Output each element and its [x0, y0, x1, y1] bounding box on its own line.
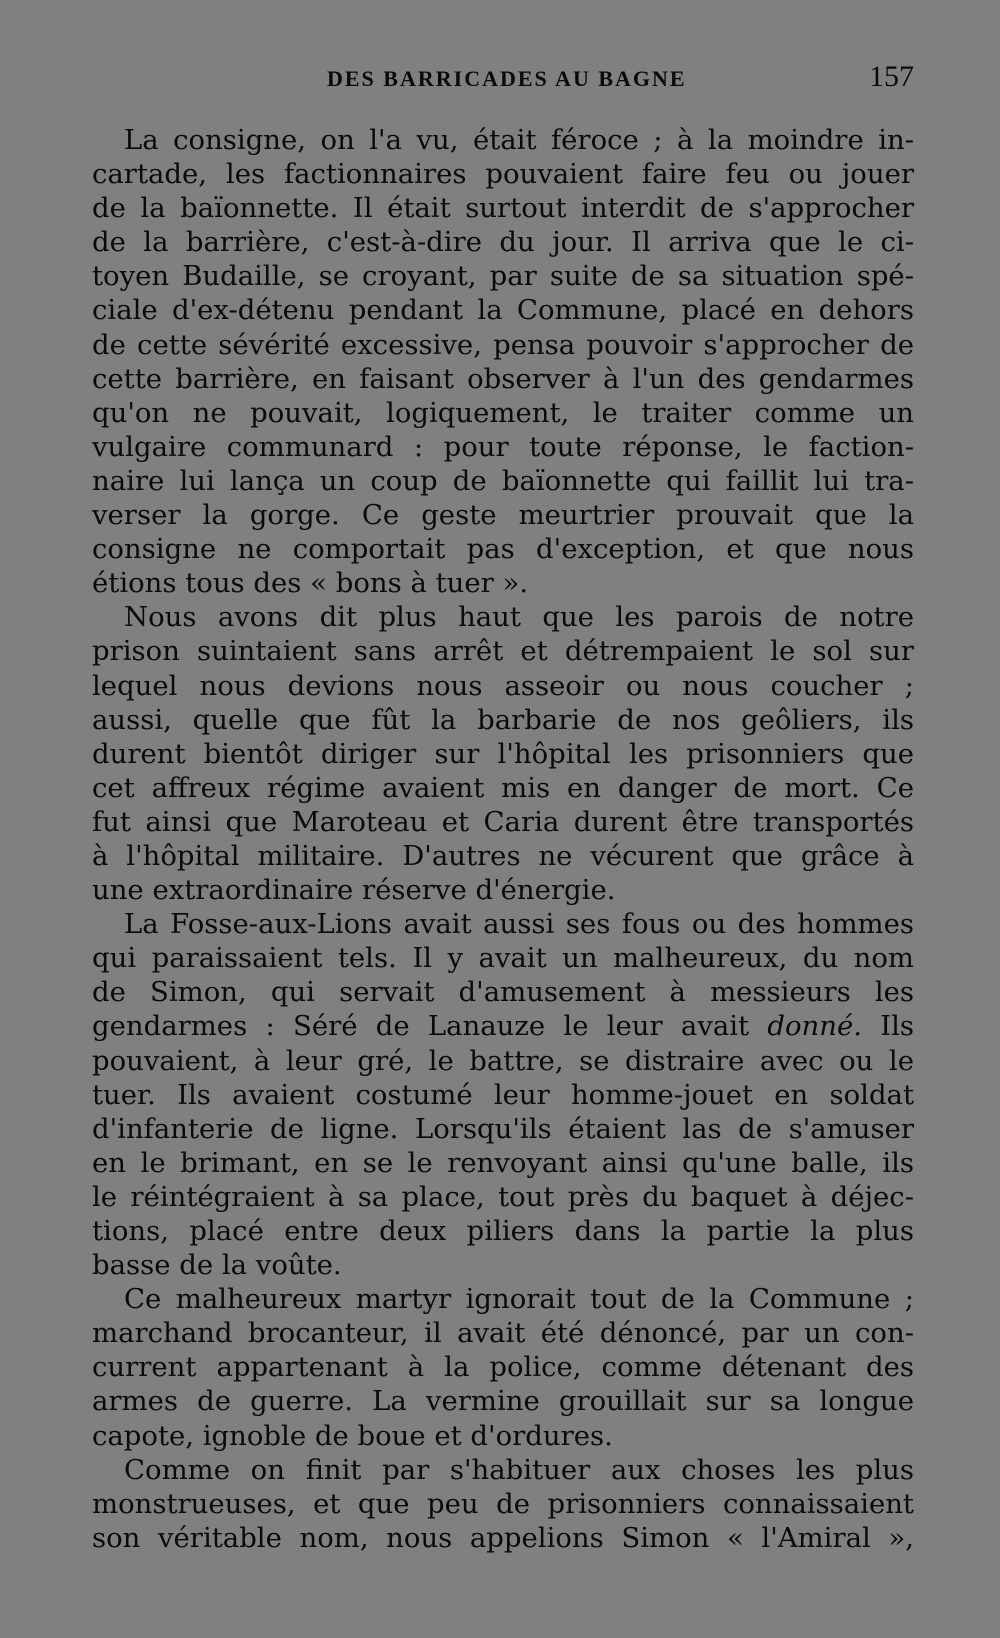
- running-title: DES BARRICADES AU BAGNE: [327, 66, 687, 91]
- line-text: Nous avons dit plus haut que les parois de notre: [124, 601, 914, 634]
- text-line: [92, 1112, 914, 1146]
- text-line: [92, 1453, 914, 1487]
- line-text: naire lui lança un coup de baïonnette qui faillit lui tra-: [92, 464, 914, 497]
- line-text: d'infanterie de ligne. Lorsqu'ils étaient las de s'amuser: [92, 1112, 914, 1145]
- body-text: [92, 123, 914, 1555]
- line-text: vulgaire communard : pour toute réponse, le faction-: [92, 430, 914, 463]
- line-text: qui paraissaient tels. Il y avait un malheureux, du nom: [92, 942, 914, 975]
- line-text: armes de guerre. La vermine grouillait sur sa longue: [92, 1385, 914, 1418]
- text-line: [92, 839, 914, 873]
- text-line: [92, 123, 914, 157]
- line-text: son véritable nom, nous appelions Simon « l'Amiral »,: [92, 1521, 914, 1554]
- line-text: qu'on ne pouvait, logiquement, le traiter comme un: [92, 396, 914, 429]
- line-text: fut ainsi que Maroteau et Caria durent être transportés: [92, 805, 914, 838]
- line-text: La consigne, on l'a vu, était féroce ; à la moindre in-: [124, 124, 914, 156]
- text-line: [92, 1419, 914, 1453]
- text-line: [92, 703, 914, 737]
- text-line: [92, 293, 914, 327]
- line-text: verser la gorge. Ce geste meurtrier prouvait que la: [92, 499, 914, 532]
- text-line: [92, 975, 914, 1009]
- text-line: [92, 941, 914, 975]
- line-text: marchand brocanteur, il avait été dénoncé, par un con-: [92, 1317, 914, 1350]
- text-line: [92, 1487, 914, 1521]
- line-text: de Simon, qui servait d'amusement à messieurs les: [92, 976, 914, 1009]
- line-text: prison suintaient sans arrêt et détrempaient le sol sur: [92, 635, 914, 668]
- text-line: [92, 532, 914, 566]
- line-text: ciale d'ex-détenu pendant la Commune, placé en dehors: [92, 294, 914, 327]
- line-text: à l'hôpital militaire. D'autres ne vécurent que grâce à: [92, 839, 914, 872]
- line-text: tions, placé entre deux piliers dans la partie la plus: [92, 1215, 914, 1247]
- line-text: toyen Budaille, se croyant, par suite de sa situation spé-: [92, 260, 914, 293]
- line-text: pouvaient, à leur gré, le battre, se distraire avec ou le: [92, 1044, 914, 1077]
- text-line: [92, 907, 914, 941]
- text-line: [92, 225, 914, 259]
- line-text: aussi, quelle que fût la barbarie de nos geôliers, ils: [92, 703, 914, 736]
- line-text: une extraordinaire réserve d'énergie.: [92, 874, 616, 907]
- line-text: de cette sévérité excessive, pensa pouvoir s'approcher de: [92, 328, 914, 361]
- line-text: de la barrière, c'est-à-dire du jour. Il arriva que le ci-: [92, 226, 914, 259]
- running-head: [92, 60, 914, 100]
- text-line: [92, 259, 914, 293]
- text-line: [92, 1214, 914, 1248]
- text-line: [92, 396, 914, 430]
- text-line: [92, 737, 914, 771]
- text-line: [92, 1180, 914, 1214]
- text-line: [92, 1384, 914, 1418]
- line-text: Ce malheureux martyr ignorait tout de la Commune ;: [124, 1283, 914, 1316]
- line-text: basse de la voûte.: [92, 1249, 342, 1282]
- text-line: [92, 805, 914, 839]
- text-line: [92, 1009, 914, 1043]
- text-line: [92, 157, 914, 191]
- text-line: [92, 1316, 914, 1350]
- text-line: [92, 464, 914, 498]
- text-line: [92, 1521, 914, 1555]
- text-line: [92, 1282, 914, 1316]
- text-line: [92, 1350, 914, 1384]
- line-text: Comme on finit par s'habituer aux choses les plus: [124, 1453, 914, 1486]
- line-text: consigne ne comportait pas d'exception, et que nous: [92, 533, 914, 566]
- italic-word: donné.: [767, 1010, 862, 1043]
- line-text: cet affreux régime avaient mis en danger de mort. Ce: [92, 771, 914, 804]
- text-line: [92, 669, 914, 703]
- line-text: de la baïonnette. Il était surtout interdit de s'approcher: [92, 192, 914, 225]
- line-text: gendarmes : Séré de Lanauze le leur avait: [92, 1010, 768, 1043]
- line-text: le réintégraient à sa place, tout près du baquet à déjec-: [92, 1180, 914, 1213]
- line-text: current appartenant à la police, comme détenant des: [92, 1351, 914, 1384]
- line-text: en le brimant, en se le renvoyant ainsi qu'une balle, ils: [92, 1146, 914, 1179]
- line-text: monstrueuses, et que peu de prisonniers connaissaient: [92, 1487, 914, 1520]
- text-line: [92, 362, 914, 396]
- text-line: [92, 1044, 914, 1078]
- text-line: [92, 498, 914, 532]
- text-line: [92, 328, 914, 362]
- line-text: cartade, les factionnaires pouvaient faire feu ou jouer: [92, 158, 914, 191]
- text-line: [92, 873, 914, 907]
- line-text: tuer. Ils avaient costumé leur homme-jouet en soldat: [92, 1078, 914, 1111]
- page-number: 157: [869, 60, 914, 93]
- text-line: [92, 771, 914, 805]
- text-line: [92, 600, 914, 634]
- line-text: étions tous des « bons à tuer ».: [92, 567, 529, 600]
- line-text: lequel nous devions nous asseoir ou nous coucher ;: [92, 669, 914, 702]
- text-line: [92, 566, 914, 600]
- line-tail: Ils: [861, 1010, 914, 1043]
- line-text: durent bientôt diriger sur l'hôpital les prisonniers que: [92, 737, 914, 770]
- line-text: cette barrière, en faisant observer à l'un des gendarmes: [92, 362, 914, 395]
- text-line: [92, 430, 914, 464]
- text-line: [92, 634, 914, 668]
- line-text: La Fosse-aux-Lions avait aussi ses fous ou des hommes: [124, 908, 914, 941]
- line-text: capote, ignoble de boue et d'ordures.: [92, 1419, 613, 1452]
- text-line: [92, 191, 914, 225]
- text-line: [92, 1146, 914, 1180]
- text-line: [92, 1248, 914, 1282]
- text-line: [92, 1078, 914, 1112]
